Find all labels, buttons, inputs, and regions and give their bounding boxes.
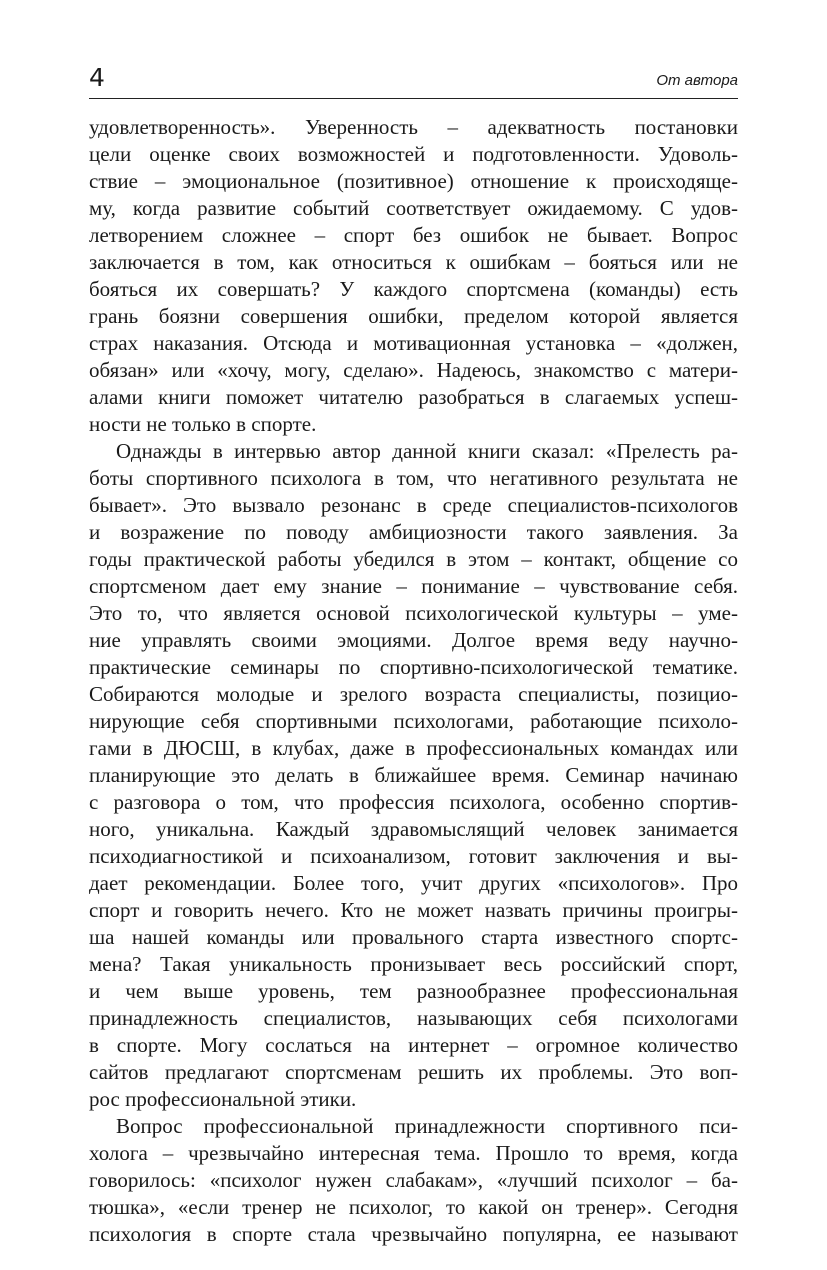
- text-line: ности не только в спорте.: [89, 412, 317, 436]
- text-line: и чем выше уровень, тем разнообразнее профессиональная: [89, 979, 738, 1003]
- text-line: нирующие себя спортивными психологами, работающие психоло-: [89, 709, 738, 733]
- text-line: мена? Такая уникальность пронизывает весь российский спорт,: [89, 952, 738, 976]
- text-line: холога – чрезвычайно интересная тема. Прошло то время, когда: [89, 1141, 738, 1165]
- text-line: говорилось: «психолог нужен слабакам», «лучший психолог – ба-: [89, 1168, 738, 1192]
- text-line: дает рекомендации. Более того, учит других «психологов». Про: [89, 871, 738, 895]
- paragraph-2: [89, 438, 738, 1113]
- text-line: с разговора о том, что профессия психолога, особенно спортив-: [89, 790, 738, 814]
- text-line: бояться их совершать? У каждого спортсмена (команды) есть: [89, 277, 738, 301]
- body-text: [89, 114, 738, 1248]
- text-line: рос профессиональной этики.: [89, 1087, 357, 1111]
- text-line: принадлежность специалистов, называющих себя психологами: [89, 1006, 738, 1030]
- text-line: планирующие это делать в ближайшее время. Семинар начинаю: [89, 763, 738, 787]
- text-line: и возражение по поводу амбициозности такого заявления. За: [89, 520, 738, 544]
- text-line: алами книги поможет читателю разобраться в слагаемых успеш-: [89, 385, 738, 409]
- text-line: психодиагностикой и психоанализом, готовит заключения и вы-: [89, 844, 738, 868]
- text-line: ного, уникальна. Каждый здравомыслящий человек занимается: [89, 817, 738, 841]
- text-line: ние управлять своими эмоциями. Долгое время веду научно-: [89, 628, 738, 652]
- text-line: боты спортивного психолога в том, что негативного результата не: [89, 466, 738, 490]
- book-page: [89, 62, 738, 1248]
- text-line: тюшка», «если тренер не психолог, то какой он тренер». Сегодня: [89, 1195, 738, 1219]
- text-line: Это то, что является основой психологической культуры – уме-: [89, 601, 738, 625]
- paragraph-3: [89, 1113, 738, 1248]
- text-line: грань боязни совершения ошибки, пределом которой является: [89, 304, 738, 328]
- text-line: ша нашей команды или провального старта известного спортс-: [89, 925, 738, 949]
- text-line: спортсменом дает ему знание – понимание – чувствование себя.: [89, 574, 738, 598]
- text-line: годы практической работы убедился в этом – контакт, общение со: [89, 547, 738, 571]
- text-line: психология в спорте стала чрезвычайно популярна, ее называют: [89, 1222, 738, 1246]
- text-line: в спорте. Могу сослаться на интернет – огромное количество: [89, 1033, 738, 1057]
- text-line: страх наказания. Отсюда и мотивационная установка – «должен,: [89, 331, 738, 355]
- page-number: 4: [89, 63, 105, 92]
- paragraph-1: [89, 114, 738, 438]
- text-line: практические семинары по спортивно-психологической тематике.: [89, 655, 738, 679]
- text-line: му, когда развитие событий соответствует ожидаемому. С удов-: [89, 196, 738, 220]
- text-line: Вопрос профессиональной принадлежности спортивного пси-: [116, 1114, 738, 1138]
- text-line: спорт и говорить нечего. Кто не может назвать причины проигры-: [89, 898, 738, 922]
- text-line: ствие – эмоциональное (позитивное) отношение к происходяще-: [89, 169, 738, 193]
- text-line: гами в ДЮСШ, в клубах, даже в профессиональных командах или: [89, 736, 738, 760]
- text-line: сайтов предлагают спортсменам решить их проблемы. Это воп-: [89, 1060, 738, 1084]
- text-line: удовлетворенность». Уверенность – адекватность постановки: [89, 115, 738, 139]
- text-line: Собираются молодые и зрелого возраста специалисты, позицио-: [89, 682, 738, 706]
- text-line: заключается в том, как относиться к ошибкам – бояться или не: [89, 250, 738, 274]
- text-line: бывает». Это вызвало резонанс в среде специалистов-психологов: [89, 493, 738, 517]
- text-line: цели оценке своих возможностей и подготовленности. Удоволь-: [89, 142, 738, 166]
- running-title: От автора: [656, 72, 738, 89]
- page-header: [89, 62, 738, 99]
- text-line: обязан» или «хочу, могу, сделаю». Надеюсь, знакомство с матери-: [89, 358, 738, 382]
- text-line: Однажды в интервью автор данной книги сказал: «Прелесть ра-: [116, 439, 738, 463]
- text-line: летворением сложнее – спорт без ошибок не бывает. Вопрос: [89, 223, 738, 247]
